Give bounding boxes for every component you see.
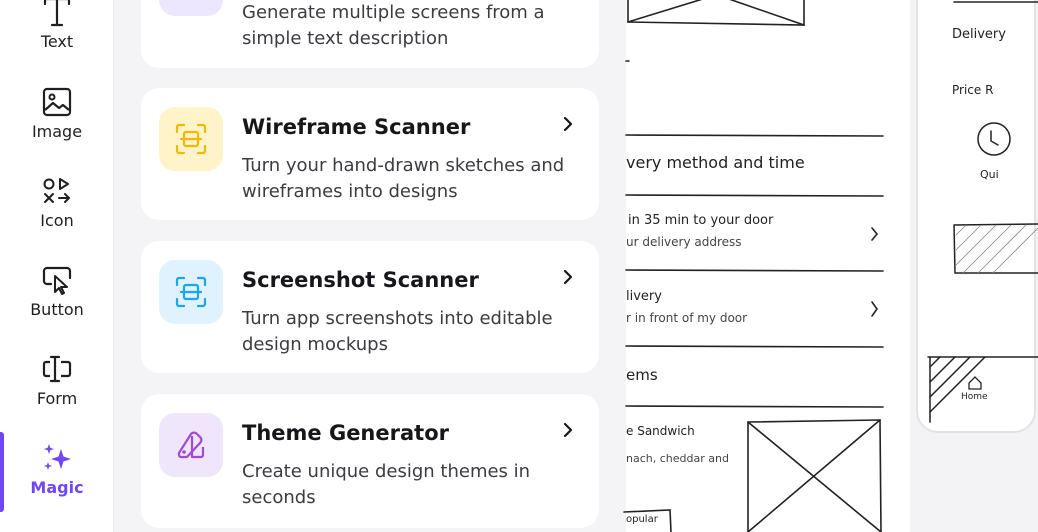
tool-text-label: Text	[40, 32, 74, 51]
screenshot-scanner-card[interactable]	[141, 241, 599, 373]
palette-icon	[159, 413, 223, 477]
chevron-right-icon	[563, 116, 573, 136]
phone2-home-tab[interactable]: Home	[961, 392, 988, 402]
theme-generator-title: Theme Generator	[242, 421, 449, 445]
text-field-icon	[39, 351, 75, 387]
delivery-method-heading: very method and time	[626, 153, 805, 172]
theme-generator-card[interactable]	[141, 394, 599, 528]
delivery-option-1-sub: ur delivery address	[626, 235, 742, 249]
phone2-price-label: Price R	[952, 83, 994, 97]
wireframe-sketch-screen[interactable]	[626, 0, 910, 532]
tool-icon[interactable]	[0, 173, 114, 253]
cursor-click-icon	[39, 262, 75, 298]
chevron-right-icon	[563, 269, 573, 289]
tool-form[interactable]	[0, 351, 114, 431]
scan-icon	[159, 107, 223, 171]
item-tag: opular	[626, 514, 658, 525]
item-description: nach, cheddar and	[626, 452, 729, 465]
text-icon	[39, 0, 75, 30]
delivery-option-1-title: in 35 min to your door	[628, 213, 774, 228]
screenshot-scanner-description: Turn app screenshots into editable design mockups	[242, 308, 553, 355]
screenshot-scanner-title: Screenshot Scanner	[242, 268, 479, 292]
wireframe-scanner-card[interactable]	[141, 88, 599, 220]
tool-image-label: Image	[31, 122, 83, 141]
scan-icon	[159, 260, 223, 324]
wireframe-scanner-description: Turn your hand-drawn sketches and wireframes into designs	[242, 155, 565, 202]
image-icon	[39, 84, 75, 120]
chevron-right-icon	[563, 422, 573, 442]
tool-form-label: Form	[36, 389, 78, 408]
tool-magic-label: Magic	[30, 478, 84, 497]
delivery-option-2-title: livery	[626, 289, 662, 304]
tool-button[interactable]	[0, 262, 114, 342]
tool-sidebar	[0, 0, 114, 532]
text-to-screens-card[interactable]	[141, 0, 599, 68]
sparkles-icon	[39, 440, 75, 476]
phone2-sketch-lines	[918, 0, 1038, 435]
text-to-screens-description: Generate multiple screens from a simple text description	[242, 2, 545, 49]
tool-magic[interactable]	[0, 440, 114, 520]
wireframe-scanner-title: Wireframe Scanner	[242, 115, 471, 139]
phone2-delivery-label: Delivery	[952, 27, 1006, 42]
phone2-quick-label: Qui	[980, 168, 999, 181]
shapes-icon	[39, 173, 75, 209]
text-to-screens-icon	[159, 0, 223, 16]
item-title: e Sandwich	[626, 424, 695, 438]
theme-generator-description: Create unique design themes in seconds	[242, 461, 531, 508]
tool-text[interactable]	[0, 0, 114, 74]
delivery-option-2-sub: r in front of my door	[626, 311, 748, 325]
design-canvas[interactable]	[626, 0, 1006, 532]
magic-tools-panel	[115, 0, 626, 532]
tool-icon-label: Icon	[40, 211, 74, 230]
items-heading: ems	[626, 366, 658, 384]
tool-image[interactable]	[0, 84, 114, 164]
second-wireframe-screen[interactable]	[916, 0, 1036, 433]
tool-button-label: Button	[30, 300, 84, 319]
